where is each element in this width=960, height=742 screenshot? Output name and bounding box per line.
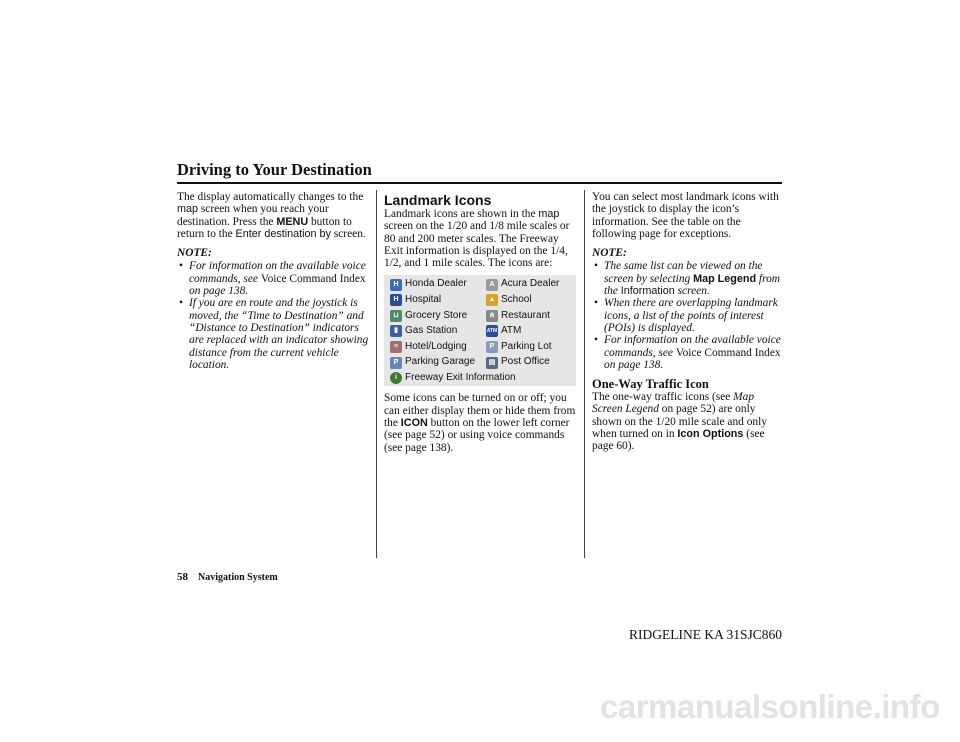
- icon-legend-item: [390, 325, 486, 337]
- text: The one-way traffic icons (see: [592, 391, 734, 404]
- parking-icon: P: [486, 341, 498, 353]
- text: on page 138.: [604, 358, 664, 371]
- one-way-paragraph: [592, 391, 784, 452]
- enter-destination-term: Enter destination by: [235, 227, 331, 240]
- text: For information on the available voice commands, see: [604, 334, 781, 359]
- landmark-paragraph: [384, 208, 576, 269]
- page-title: Driving to Your Destination: [177, 160, 372, 179]
- column-1: [177, 191, 369, 378]
- text: screen.: [674, 285, 710, 298]
- voice-command-index-link: Voice Command Index: [260, 272, 366, 285]
- voice-command-index-link: Voice Command Index: [675, 346, 781, 359]
- select-paragraph: You can select most landmark icons with the joystick to display the icon’s information. See the table on the following page for exceptions.: [592, 191, 779, 240]
- icon-options-term: Icon Options: [677, 428, 744, 441]
- text: button on the lower left corner (see page 52) or using voice commands (see page 138).: [384, 416, 570, 454]
- list-item: • If you are en route and the joystick is moved, the “Time to Destination” and “Distance to Destination” indicators are replaced with an indicator showing distance from the current vehicle location.: [177, 297, 369, 371]
- text: on page 52) are only shown on the 1/20 mile scale and only when turned on in: [592, 403, 767, 441]
- menu-term: MENU: [276, 215, 309, 228]
- atm-icon: ATM: [486, 325, 498, 337]
- icon-label: Parking Garage: [405, 356, 476, 368]
- column-3: [592, 191, 784, 460]
- icon-legend-item: [486, 325, 576, 337]
- icon-label: Grocery Store: [405, 309, 468, 321]
- text: For information on the available voice commands, see: [189, 260, 366, 285]
- information-term: Information: [620, 285, 675, 298]
- text: The same list can be viewed on the screen by selecting: [604, 260, 763, 285]
- intro-paragraph: [177, 191, 369, 240]
- parking-garage-icon: P: [390, 357, 402, 369]
- icon-legend-item: [390, 356, 486, 368]
- text: (see page 60).: [592, 428, 765, 453]
- list-item: • When there are overlapping landmark icons, a list of the points of interest (POIs) is displayed.: [592, 297, 784, 334]
- icon-legend-item: [390, 294, 486, 306]
- icon-label: ATM: [501, 325, 522, 337]
- text: on page 138.: [189, 285, 249, 298]
- column-2: [384, 193, 576, 461]
- map-legend-term: Map Legend: [693, 272, 757, 285]
- text: The display automatically changes to the: [177, 191, 364, 203]
- icon-label: Post Office: [501, 356, 550, 368]
- icon-toggle-paragraph: [384, 392, 576, 453]
- icon-legend-table: [384, 275, 576, 386]
- info-icon: i: [390, 372, 402, 384]
- text: screen on the 1/20 and 1/8 mile scales or 80 and 200 meter scales. The Freeway Exit information is displayed on the 1/4, 1/2, and 1 mile scales. The icons are:: [384, 220, 570, 270]
- icon-legend-item: [390, 341, 486, 353]
- icon-label: Honda Dealer: [405, 278, 467, 290]
- list-item: [592, 260, 784, 297]
- honda-icon: H: [390, 279, 402, 291]
- title-rule: [177, 182, 782, 184]
- icon-legend-item: [486, 310, 576, 322]
- icon-legend-item: [486, 278, 576, 290]
- post-office-icon: ▤: [486, 357, 498, 369]
- document-code: RIDGELINE KA 31SJC860: [628, 627, 782, 642]
- hospital-icon: H: [390, 294, 402, 306]
- text: Landmark icons are shown in the: [384, 208, 539, 220]
- icon-label: Hospital: [405, 294, 442, 306]
- text: screen when you reach your destination. Press the: [177, 203, 329, 228]
- list-item: [592, 334, 784, 371]
- map-term: map: [177, 203, 199, 216]
- icon-label: Freeway Exit Information: [405, 372, 516, 384]
- watermark: carmanualsonline.info: [600, 688, 940, 725]
- restaurant-icon: ⋔: [486, 310, 498, 322]
- list-item: [177, 260, 369, 297]
- icon-label: Restaurant: [501, 309, 550, 321]
- gas-icon: ▮: [390, 325, 402, 337]
- icon-legend-item: [486, 341, 576, 353]
- icon-label: Acura Dealer: [501, 278, 560, 290]
- text: Some icons can be turned on or off; you can either display them or hide them from the: [384, 392, 576, 429]
- landmark-icons-heading: Landmark Icons: [384, 192, 492, 208]
- text: from the: [604, 272, 781, 298]
- text: button to return to the: [177, 215, 352, 240]
- text: screen.: [330, 227, 366, 240]
- icon-label: School: [501, 294, 532, 306]
- map-screen-legend-ref: Map Screen Legend: [592, 391, 755, 416]
- school-icon: ▲: [486, 294, 498, 306]
- note-label: NOTE:: [592, 247, 627, 260]
- map-term: map: [538, 208, 560, 220]
- icon-legend-item: [390, 278, 486, 290]
- cart-icon: ⊔: [390, 310, 402, 322]
- icon-legend-item: [486, 356, 576, 368]
- note-label: NOTE:: [177, 247, 212, 260]
- column-divider: [376, 190, 377, 558]
- icon-legend-item: [486, 294, 576, 306]
- one-way-heading: One-Way Traffic Icon: [592, 377, 709, 392]
- icon-term: ICON: [400, 416, 428, 429]
- bed-icon: ≡: [390, 341, 402, 353]
- icon-legend-item: [390, 310, 486, 322]
- note-list: [177, 260, 369, 371]
- icon-label: Hotel/Lodging: [405, 340, 467, 352]
- icon-label: Gas Station: [405, 325, 458, 337]
- icon-label: Parking Lot: [501, 340, 552, 352]
- footer: [177, 571, 278, 583]
- icon-legend-item: [390, 372, 576, 384]
- note-list: [592, 260, 784, 371]
- page-number: 58: [177, 571, 188, 583]
- acura-icon: A: [486, 279, 498, 291]
- column-divider: [584, 190, 585, 558]
- section-name: Navigation System: [198, 572, 278, 583]
